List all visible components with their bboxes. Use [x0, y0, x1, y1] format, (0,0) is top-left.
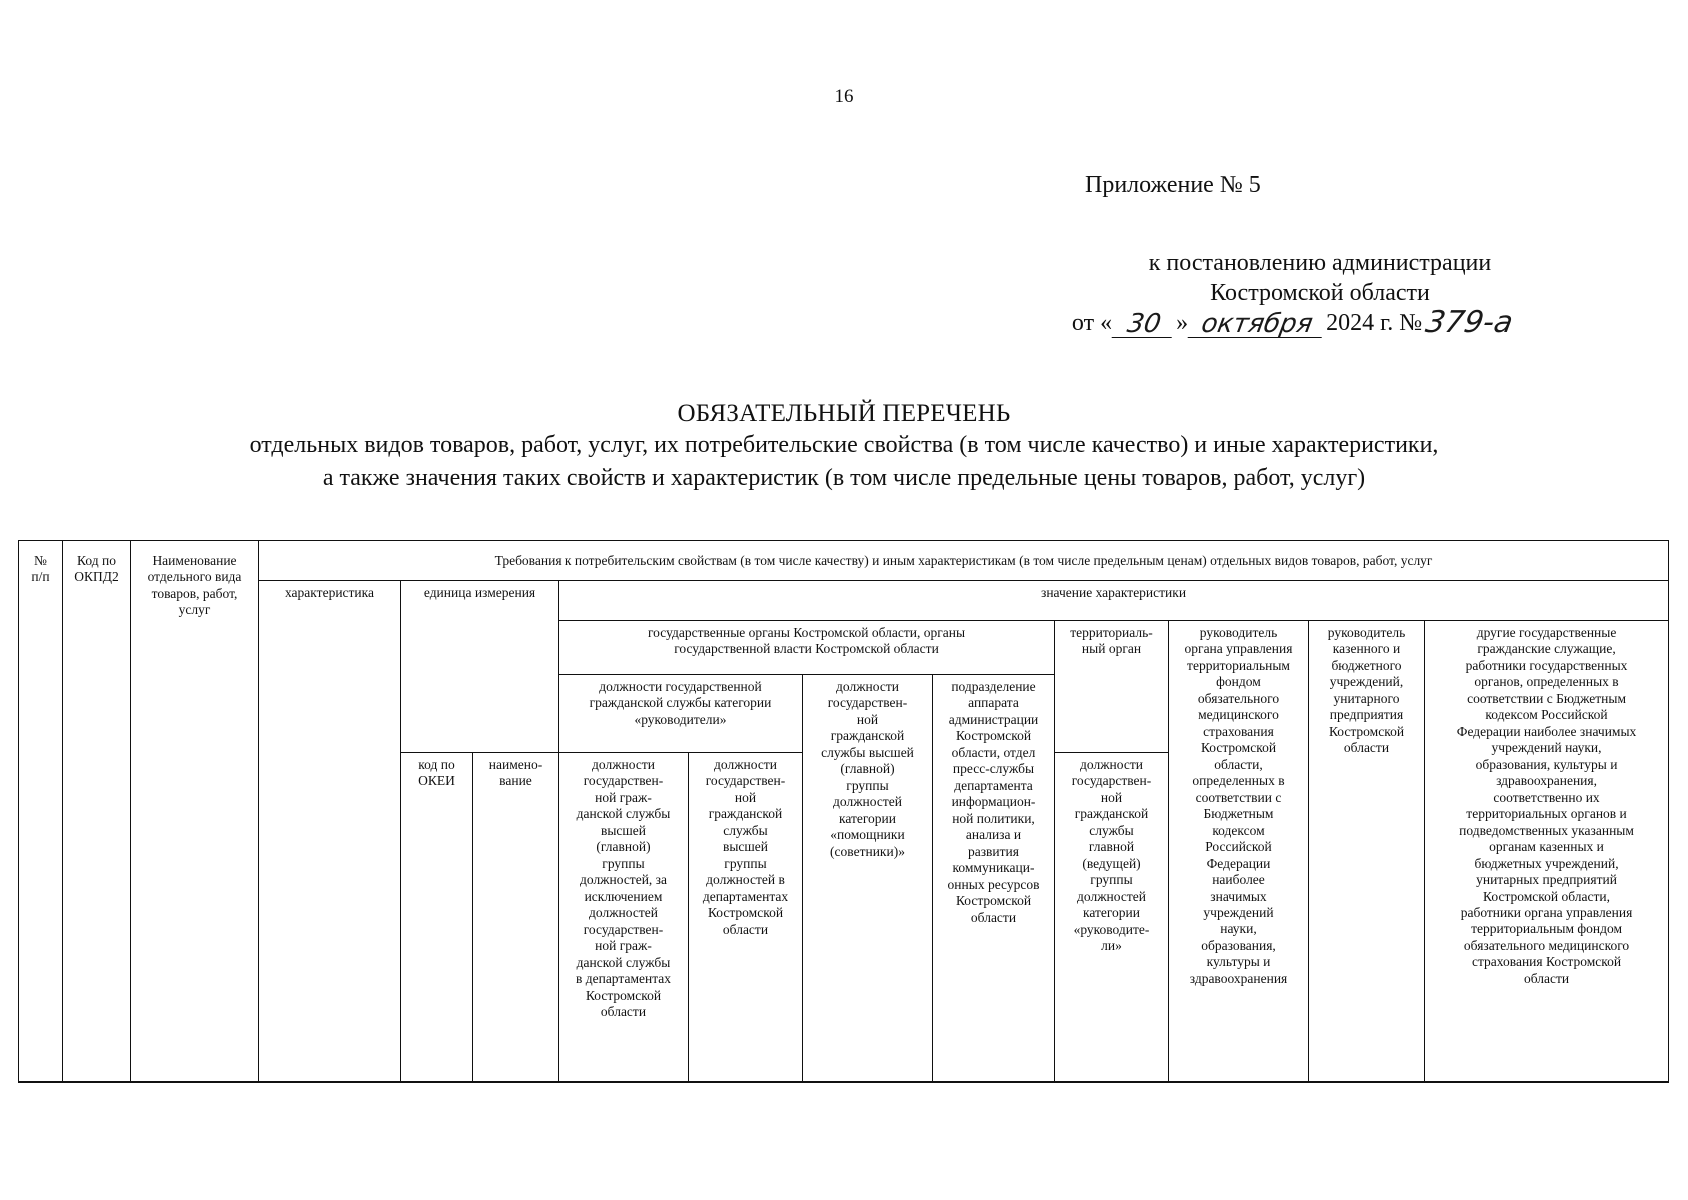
date-mid: » [1176, 310, 1189, 336]
requirements-header: Требования к потребительским свойствам (в том числе качеству) и иным характеристикам (в том числе предельным ценам) отдельных видов товаров, работ, услуг [259, 541, 1669, 581]
decree-reference [1060, 248, 1580, 338]
unit-code-header: код по ОКЕИ [401, 753, 473, 1083]
decree-date-line [1071, 305, 1568, 340]
value-header: значение характеристики [559, 581, 1669, 621]
assistants-header: должности государствен- ной гражданской службы высшей (главной) группы должностей категории «помощники (советники)» [803, 675, 933, 1083]
column-number-header: № п/п [19, 541, 63, 1083]
territorial-body-header: территориаль- ный орган [1055, 621, 1169, 753]
date-year: 2024 г. № [1326, 310, 1423, 336]
characteristic-header: характеристика [259, 581, 401, 1083]
document-subtitle-line-1: отдельных видов товаров, работ, услуг, их потребительские свойства (в том числе качество) и иные характеристики, [249, 432, 1439, 458]
decree-line-1: к постановлению администрации [1148, 250, 1492, 276]
column-okpd2-header: Код по ОКПД2 [63, 541, 131, 1083]
leaders-category-header: должности государственной гражданской службы категории «руководители» [559, 675, 803, 753]
date-prefix: от « [1071, 310, 1113, 336]
unit-name-header: наимено- вание [473, 753, 559, 1083]
column-name-header: Наименование отдельного вида товаров, работ, услуг [131, 541, 259, 1083]
leaders-high-except-header: должности государствен- ной граж- данской службы высшей (главной) группы должностей, за исключением должностей государствен- ной граж- данской службы в департаментах Костромской области [559, 753, 689, 1083]
handwritten-day: 30 [1112, 311, 1177, 338]
fund-head-header: руководитель органа управления территориальным фондом обязательного медицинского страхования Костромской области, определенных в соответствии с Бюджетным кодексом Российской Федерации наиболее значимых учреждений науки, образования, культуры и здравоохранения [1169, 621, 1309, 1083]
institution-head-header: руководитель казенного и бюджетного учреждений, унитарного предприятия Костромской области [1309, 621, 1425, 1083]
requirements-table [18, 540, 1669, 1083]
decree-line-2: Костромской области [1210, 280, 1430, 306]
document-title-block [0, 400, 1688, 493]
document-subtitle-line-2: а также значения таких свойств и характеристик (в том числе предельные цены товаров, работ, услуг) [322, 464, 1366, 491]
leaders-high-departments-header: должности государствен- ной гражданской службы высшей группы должностей в департаментах Костромской области [689, 753, 803, 1083]
unit-header: единица измерения [401, 581, 559, 753]
handwritten-month: октября [1188, 311, 1327, 338]
gov-bodies-header: государственные органы Костромской области, органы государственной власти Костромской области [559, 621, 1055, 675]
document-title: ОБЯЗАТЕЛЬНЫЙ ПЕРЕЧЕНЬ [677, 400, 1011, 427]
table-header-row-1 [19, 541, 1669, 581]
table-header-row-2 [19, 581, 1669, 621]
appendix-label: Приложение № 5 [1085, 172, 1261, 198]
territorial-leaders-header: должности государствен- ной гражданской службы главной (ведущей) группы должностей категории «руководите- ли» [1055, 753, 1169, 1083]
other-servants-header: другие государственные гражданские служащие, работники государственных органов, определенных в соответствии с Бюджетным кодексом Российской Федерации наиболее значимых учреждений науки, образования, культуры и здравоохранения, соответственно их территориальных органов и подведомственных указанным органам казенных и бюджетных учреждений, унитарных предприятий Костромской области, работники органа управления территориальным фондом обязательного медицинского страхования Костромской области [1425, 621, 1669, 1083]
page-number: 16 [834, 86, 854, 107]
handwritten-doc-number: 379-а [1423, 305, 1516, 340]
press-service-header: подразделение аппарата администрации Костромской области, отдел пресс-службы департамента информацион- ной политики, анализа и развития коммуникаци- онных ресурсов Костромской области [933, 675, 1055, 1083]
